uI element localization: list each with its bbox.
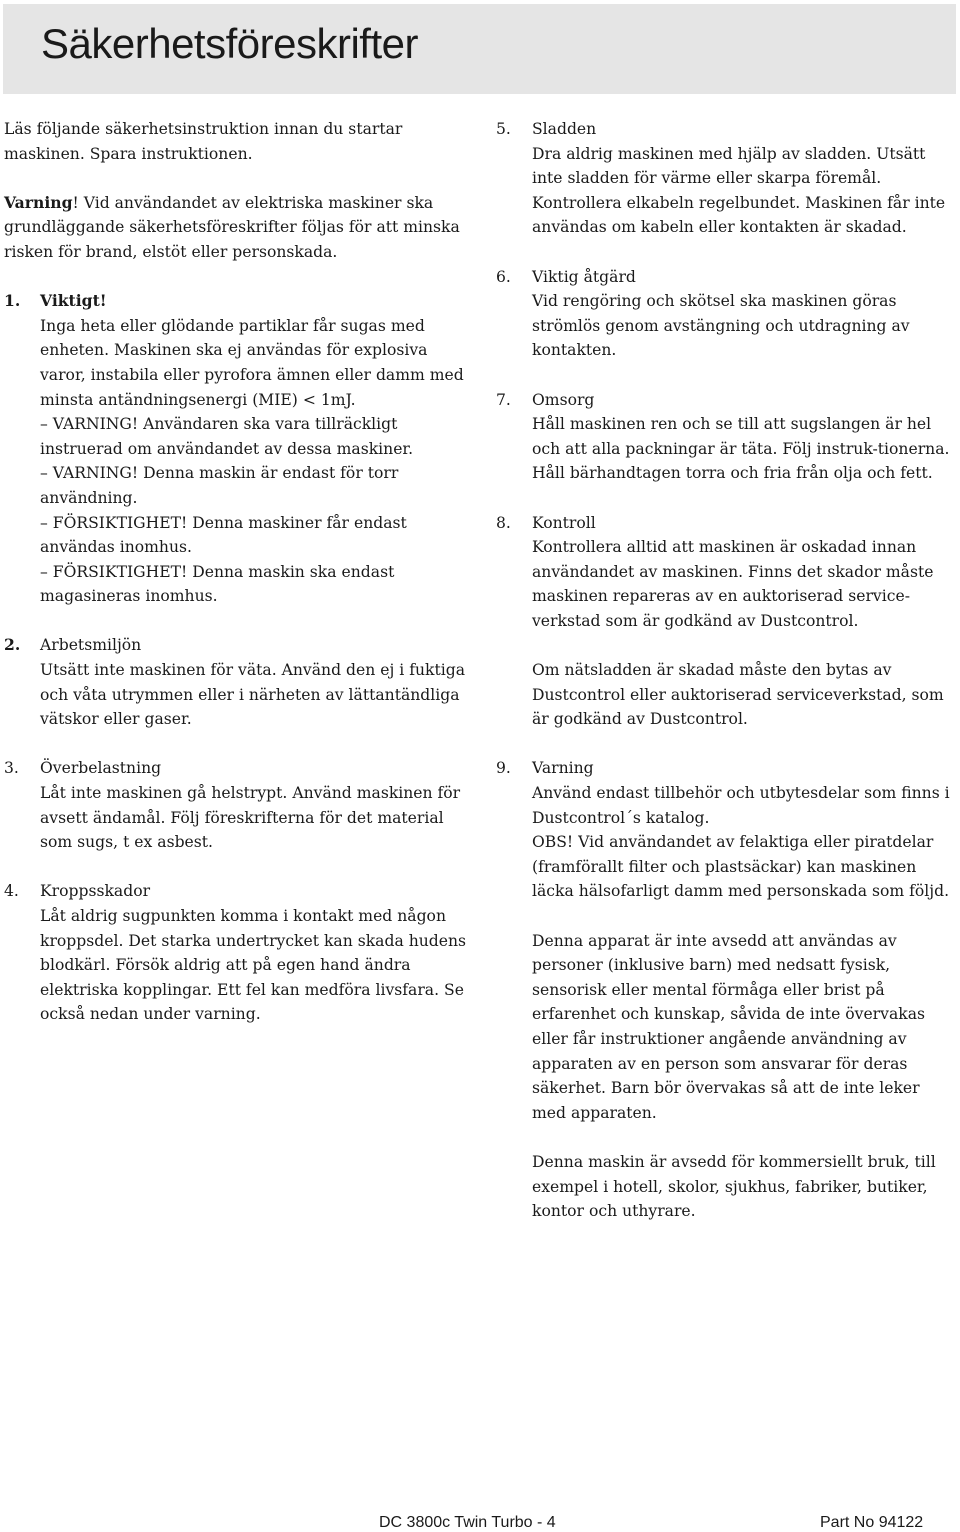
item-body: Håll maskinen ren och se till att sugslangen är hel och att alla packningar är täta. Följ instruk-tionerna. Håll bärhandtagen torra och fria från olja och fett. xyxy=(532,415,950,483)
item-5 xyxy=(496,117,958,240)
item-body: Inga heta eller glödande partiklar får sugas med enheten. Maskinen ska ej användas för explosiva varor, instabila eller pyrofora ämnen eller damm med minsta antändningsenergi (MIE) < 1mJ. – VARNING! Användaren ska vara tillräckligt instruerad om användandet av dessa maskiner. – VARNING! Denna maskin är endast för torr användning. – FÖRSIKTIGHET! Denna maskiner får endast användas inomhus. – FÖRSIKTIGHET! Denna maskin ska endast magasineras inomhus. xyxy=(40,316,464,606)
item-body: Utsätt inte maskinen för väta. Använd den ej i fuktiga och våta utrymmen eller i närheten av lättantändliga vätskor eller gaser. xyxy=(40,661,465,729)
item-2 xyxy=(4,633,469,731)
left-column xyxy=(4,117,469,1052)
page-title: Säkerhetsföreskrifter xyxy=(41,20,418,67)
warning-text: ! Vid användandet av elektriska maskiner ska grundläggande säkerhetsföreskrifter följas för att minska risken för brand, elstöt eller personskada. xyxy=(4,193,460,261)
item-number: 9. xyxy=(496,759,511,778)
item-heading: Överbelastning xyxy=(40,759,162,778)
warning-paragraph xyxy=(4,191,469,265)
item-body: Använd endast tillbehör och utbytesdelar som finns i Dustcontrol´s katalog. OBS! Vid användandet av felaktiga eller piratdelar (framförallt filter och plastsäckar) kan maskinen läcka hälsofarligt damm med personskada som följd. xyxy=(532,784,950,901)
item-number: 4. xyxy=(4,882,19,901)
item-number: 8. xyxy=(496,513,511,532)
item-number: 1. xyxy=(4,291,21,311)
item-number: 7. xyxy=(496,390,511,409)
item-3 xyxy=(4,756,469,854)
item-heading: Omsorg xyxy=(532,390,595,409)
item-6 xyxy=(496,265,958,363)
item-number: 3. xyxy=(4,759,19,778)
item-heading: Varning xyxy=(532,759,594,778)
item-number: 2. xyxy=(4,635,21,655)
item-extra-paragraph: Denna apparat är inte avsedd att användas av personer (inklusive barn) med nedsatt fysisk, sensorisk eller mental förmåga eller brist på erfarenhet och kunskap, såvida de inte övervakas eller får instruktioner angående användning av apparaten av en person som ansvarar för deras säkerhet. Barn bör övervakas så att de inte leker med apparaten. xyxy=(532,931,925,1122)
item-body: Kontrollera alltid att maskinen är oskadad innan användandet av maskinen. Finns det skador måste maskinen repareras av en auktoriserad service-verkstad som är godkänd av Dustcontrol. xyxy=(532,538,934,630)
item-body: Låt aldrig sugpunkten komma i kontakt med någon kroppsdel. Det starka undertrycket kan skada hudens blodkärl. Försök aldrig att på egen hand ändra elektriska kopplingar. Ett fel kan medföra livsfara. Se också nedan under varning. xyxy=(40,907,467,1024)
item-heading: Kontroll xyxy=(532,513,596,532)
item-heading: Sladden xyxy=(532,120,597,138)
item-body: Vid rengöring och skötsel ska maskinen göras strömlös genom avstängning och utdragning av kontakten. xyxy=(532,292,910,360)
item-4 xyxy=(4,879,469,1027)
item-extra-paragraph-2: Denna maskin är avsedd för kommersiellt bruk, till exempel i hotell, skolor, sjukhus, fabriker, butiker, kontor och uthyrare. xyxy=(532,1152,936,1221)
item-1 xyxy=(4,289,469,609)
item-body: Låt inte maskinen gå helstrypt. Använd maskinen för avsett ändamål. Följ föreskrifterna för det material som sugs, t ex asbest. xyxy=(40,784,461,852)
warning-label: Varning xyxy=(4,192,73,212)
item-number: 6. xyxy=(496,267,511,286)
item-heading: Viktig åtgärd xyxy=(532,267,636,286)
right-column xyxy=(496,117,958,1248)
item-heading: Viktigt! xyxy=(40,291,107,311)
item-7 xyxy=(496,388,958,486)
item-body: Dra aldrig maskinen med hjälp av sladden. Utsätt inte sladden för värme eller skarpa föremål. Kontrollera elkabeln regelbundet. Maskinen får inte användas om kabeln eller kontakten är skadad. xyxy=(532,144,946,237)
item-number: 5. xyxy=(496,120,511,138)
item-extra-paragraph: Om nätsladden är skadad måste den bytas av Dustcontrol eller auktoriserad serviceverkstad, som är godkänd av Dustcontrol. xyxy=(532,661,944,729)
item-8 xyxy=(496,511,958,732)
title-bar xyxy=(3,4,956,94)
footer-model: DC 3800c Twin Turbo - 4 xyxy=(379,1514,556,1531)
item-heading: Kroppsskador xyxy=(40,882,151,901)
footer-part-number: Part No 94122 xyxy=(820,1514,924,1531)
item-heading: Arbetsmiljön xyxy=(40,636,142,655)
item-9 xyxy=(496,756,958,1223)
intro-paragraph: Läs följande säkerhetsinstruktion innan du startar maskinen. Spara instruktionen. xyxy=(4,120,403,163)
